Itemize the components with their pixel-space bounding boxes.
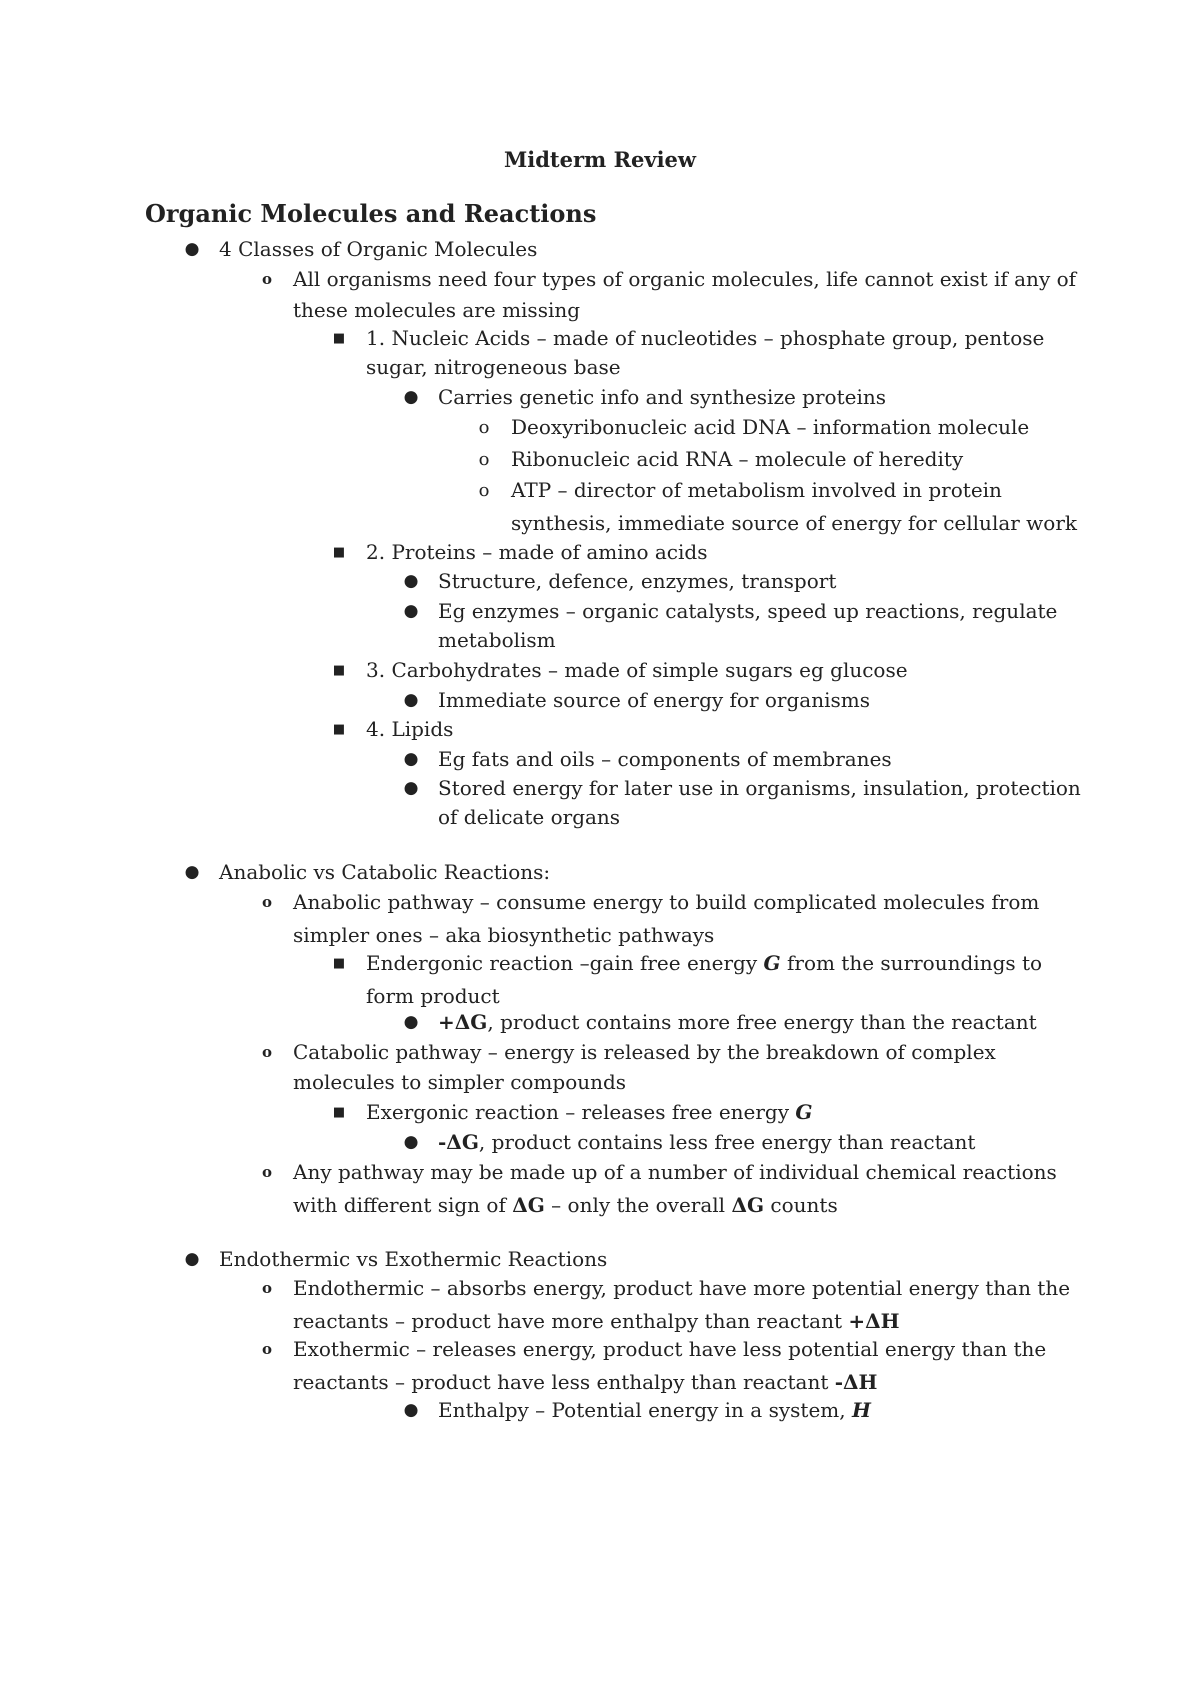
list-item-proteins: ■ 2. Proteins – made of amino acids — [366, 536, 707, 569]
square-bullet-marker: ■ — [332, 956, 346, 971]
circle-bullet-marker: o — [478, 449, 490, 470]
list-item-anabolic-catabolic: ● Anabolic vs Catabolic Reactions: — [219, 856, 550, 889]
bullet-marker: ● — [403, 749, 419, 769]
hollow-bullet-marker: o — [261, 893, 272, 911]
list-item-all-organisms: o All organisms need four types of organic molecules, life cannot exist if any of these molecules are missing — [293, 263, 1076, 327]
list-item-genetic-info: ● Carries genetic info and synthesize proteins — [438, 381, 886, 414]
bullet-marker: ● — [403, 387, 419, 407]
bullet-marker: ● — [403, 778, 419, 798]
bullet-marker: ● — [403, 1400, 419, 1420]
bullet-marker: ● — [184, 239, 200, 259]
list-item-lipids: ■ 4. Lipids — [366, 713, 453, 746]
section-heading: Organic Molecules and Reactions — [145, 199, 597, 228]
document-title: Midterm Review — [504, 147, 696, 172]
bullet-marker: ● — [403, 1012, 419, 1032]
bullet-marker: ● — [184, 862, 200, 882]
list-item-enzymes: ● Eg enzymes – organic catalysts, speed up reactions, regulate metabolism — [438, 595, 1057, 657]
square-bullet-marker: ■ — [332, 545, 346, 560]
list-item-endothermic: o Endothermic – absorbs energy, product have more potential energy than the reactants – product have more enthalpy than reactant +ΔH — [293, 1272, 1070, 1338]
list-item-carbohydrates: ■ 3. Carbohydrates – made of simple sugars eg glucose — [366, 654, 908, 687]
circle-bullet-marker: o — [478, 417, 490, 438]
list-item-stored-energy: ● Stored energy for later use in organisms, insulation, protection of delicate organs — [438, 772, 1081, 834]
list-item-endergonic: ■ Endergonic reaction –gain free energy G from the surroundings to form product — [366, 947, 1042, 1013]
list-item-4-classes: ● 4 Classes of Organic Molecules — [219, 233, 537, 266]
bullet-marker: ● — [403, 690, 419, 710]
list-item-fats-oils: ● Eg fats and oils – components of membranes — [438, 743, 892, 776]
list-item-nucleic-acids: ■ 1. Nucleic Acids – made of nucleotides – phosphate group, pentose sugar, nitrogeneous base — [366, 322, 1044, 384]
hollow-bullet-marker: o — [261, 270, 272, 288]
bullet-marker: ● — [184, 1249, 200, 1269]
list-item-atp: o ATP – director of metabolism involved in protein synthesis, immediate source of energy for cellular work — [511, 474, 1077, 540]
square-bullet-marker: ■ — [332, 331, 346, 346]
bullet-marker: ● — [403, 571, 419, 591]
list-item-dna: o Deoxyribonucleic acid DNA – information molecule — [511, 411, 1029, 444]
hollow-bullet-marker: o — [261, 1279, 272, 1297]
circle-bullet-marker: o — [478, 480, 490, 501]
list-item-plus-delta-g: ● +ΔG, product contains more free energy than the reactant — [438, 1006, 1037, 1039]
list-item-enthalpy: ● Enthalpy – Potential energy in a system, H — [438, 1394, 871, 1427]
list-item-immediate-energy: ● Immediate source of energy for organisms — [438, 684, 870, 717]
bullet-marker: ● — [403, 1132, 419, 1152]
hollow-bullet-marker: o — [261, 1043, 272, 1061]
list-item-rna: o Ribonucleic acid RNA – molecule of heredity — [511, 443, 963, 476]
bullet-marker: ● — [403, 601, 419, 621]
square-bullet-marker: ■ — [332, 663, 346, 678]
list-item-structure: ● Structure, defence, enzymes, transport — [438, 565, 836, 598]
list-item-exothermic: o Exothermic – releases energy, product have less potential energy than the reactants – product have less enthalpy than reactant -ΔH — [293, 1333, 1046, 1399]
square-bullet-marker: ■ — [332, 722, 346, 737]
list-item-anabolic-pathway: o Anabolic pathway – consume energy to build complicated molecules from simpler ones – aka biosynthetic pathways — [293, 886, 1039, 952]
list-item-catabolic-pathway: o Catabolic pathway – energy is released by the breakdown of complex molecules to simpler compounds — [293, 1036, 996, 1099]
list-item-exergonic: ■ Exergonic reaction – releases free energy G — [366, 1096, 812, 1129]
list-item-minus-delta-g: ● -ΔG, product contains less free energy than reactant — [438, 1126, 975, 1159]
square-bullet-marker: ■ — [332, 1105, 346, 1120]
list-item-endo-exo: ● Endothermic vs Exothermic Reactions — [219, 1243, 607, 1276]
list-item-any-pathway: o Any pathway may be made up of a number of individual chemical reactions with different sign of ΔG – only the overall ΔG counts — [293, 1156, 1057, 1222]
hollow-bullet-marker: o — [261, 1340, 272, 1358]
hollow-bullet-marker: o — [261, 1163, 272, 1181]
